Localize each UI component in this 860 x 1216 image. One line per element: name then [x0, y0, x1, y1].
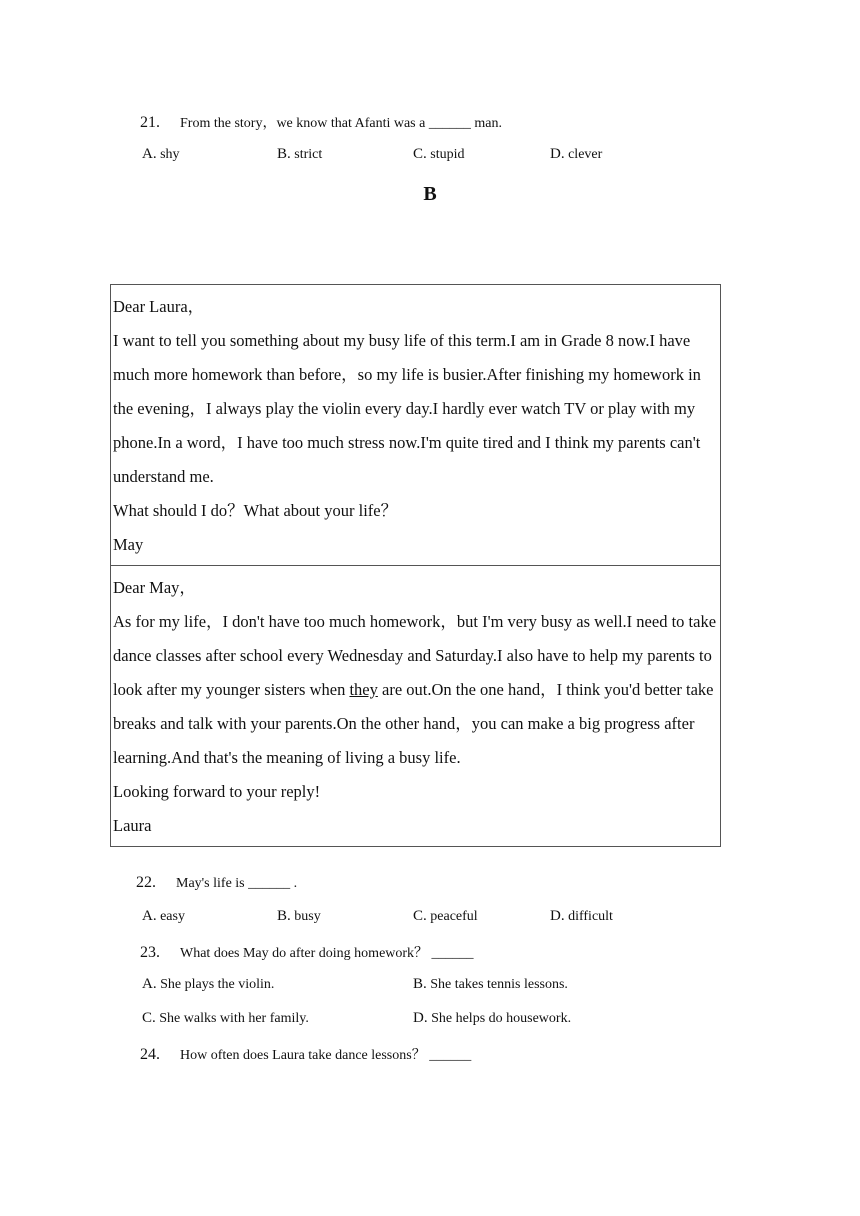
option-text: clever [568, 147, 603, 162]
option-21-b[interactable] [277, 146, 322, 163]
option-letter: D. [550, 908, 565, 924]
letter-body-part-1: As for my life，I don't have too much homework，but I'm very busy as well.I need to take dance classes after school every Wednesday and Saturday.I also have to help my parents to look after my younger sisters when [113, 612, 717, 699]
option-21-a[interactable] [142, 146, 180, 163]
option-text: shy [160, 147, 180, 162]
letter-from-may [111, 285, 720, 565]
option-23-b[interactable] [413, 976, 568, 993]
option-letter: D. [413, 1010, 428, 1026]
option-21-d[interactable] [550, 146, 602, 163]
question-text: How often does Laura take dance lessons？ ______ [180, 1048, 472, 1063]
section-title: B [423, 183, 437, 205]
option-23-d[interactable] [413, 1010, 571, 1027]
option-text: easy [160, 909, 185, 924]
option-text: She takes tennis lessons. [430, 977, 568, 992]
option-letter: A. [142, 146, 157, 162]
option-text: busy [294, 909, 321, 924]
letter-from-laura [111, 565, 720, 846]
question-24 [140, 1044, 471, 1064]
option-text: She helps do housework. [431, 1011, 572, 1026]
question-text: What does May do after doing homework？ ______ [180, 946, 474, 961]
question-text: From the story，we know that Afanti was a ______ man. [180, 116, 502, 131]
letter-signature: May [113, 535, 144, 554]
question-number: 22. [136, 874, 156, 891]
option-letter: A. [142, 976, 157, 992]
option-22-a[interactable] [142, 908, 185, 925]
option-22-d[interactable] [550, 908, 613, 925]
option-22-c[interactable] [413, 908, 478, 925]
option-letter: B. [277, 908, 291, 924]
option-22-b[interactable] [277, 908, 321, 925]
letter-body: I want to tell you something about my busy life of this term.I am in Grade 8 now.I have much more homework than before，so my life is busier.After finishing my homework in the evening，I always play the violin every day.I hardly ever watch TV or play with my phone.In a word，I have too much stress now.I'm quite tired and I think my parents can't understand me. [113, 331, 701, 486]
option-text: stupid [430, 147, 465, 162]
option-letter: B. [413, 976, 427, 992]
option-21-c[interactable] [413, 146, 465, 163]
question-22 [136, 874, 297, 892]
question-number: 24. [140, 1046, 160, 1063]
letter-body [113, 605, 718, 775]
option-letter: C. [413, 908, 427, 924]
option-letter: A. [142, 908, 157, 924]
letter-greeting: Dear Laura， [113, 297, 205, 316]
letter-signature: Laura [113, 816, 152, 835]
letter-closing: Looking forward to your reply! [113, 782, 321, 801]
option-text: She walks with her family. [159, 1011, 309, 1026]
option-letter: C. [142, 1010, 156, 1026]
letter-body-part-2: are out.On the one hand，I think you'd better take breaks and talk with your parents.On the other hand，you can make a big progress after learning.And that's the meaning of living a busy life. [113, 680, 714, 767]
letter-greeting: Dear May， [113, 578, 196, 597]
letters-table [110, 284, 721, 847]
option-letter: C. [413, 146, 427, 162]
option-letter: B. [277, 146, 291, 162]
letter-question: What should I do？What about your life？ [113, 501, 398, 520]
option-text: difficult [568, 909, 613, 924]
option-text: She plays the violin. [160, 977, 275, 992]
question-23 [140, 942, 474, 962]
question-21 [140, 112, 502, 132]
option-text: peaceful [430, 909, 478, 924]
question-number: 23. [140, 944, 160, 961]
option-23-a[interactable] [142, 976, 274, 993]
option-letter: D. [550, 146, 565, 162]
underlined-word: they [349, 680, 378, 699]
option-text: strict [294, 147, 323, 162]
option-23-c[interactable] [142, 1010, 309, 1027]
question-text: May's life is ______ . [176, 876, 298, 891]
question-number: 21. [140, 114, 160, 131]
